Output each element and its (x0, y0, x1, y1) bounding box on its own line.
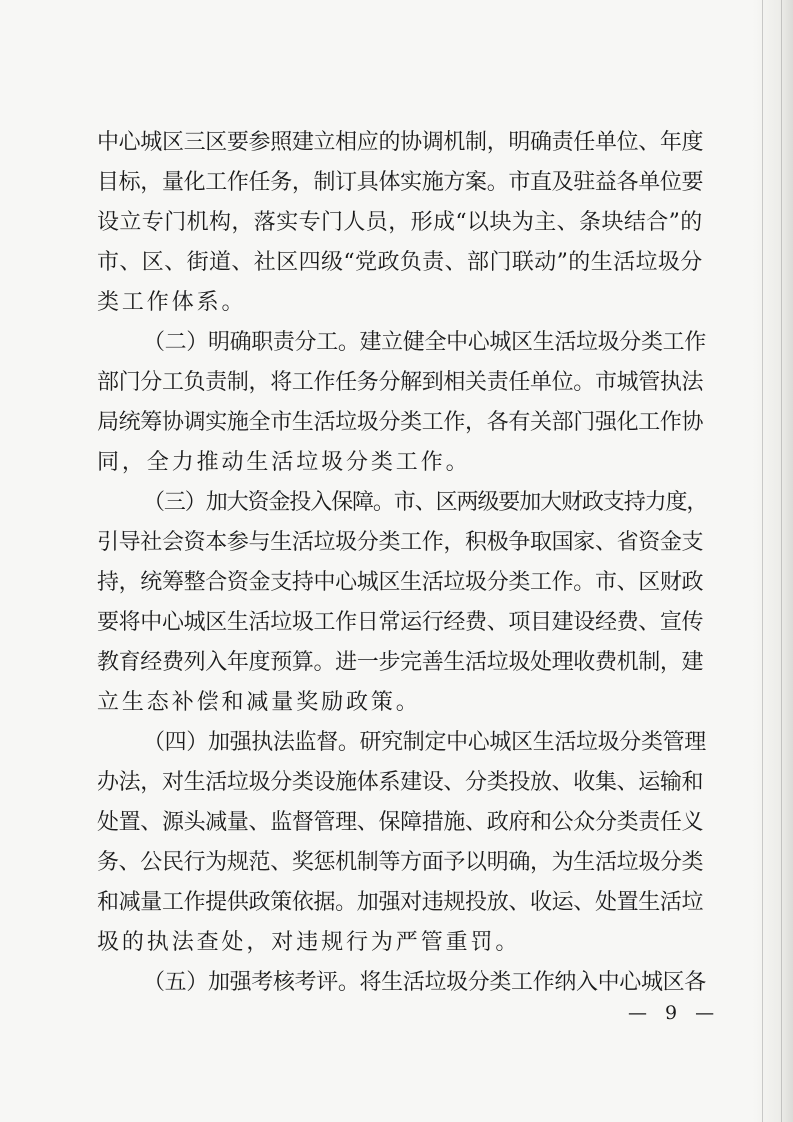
paragraph-1-line-3: 设立专门机构，落实专门人员，形成“以块为主、条块结合”的 (97, 210, 703, 235)
paragraph-3-line-6: 立生态补偿和减量奖励政策。 (97, 690, 421, 715)
scan-artifact-line (781, 0, 782, 1122)
paragraph-4-line-3: 处置、源头减量、监督管理、保障措施、政府和公众分类责任义 (97, 810, 704, 835)
paragraph-3-line-5: 教育经费列入年度预算。进一步完善生活垃圾处理收费机制，建 (97, 650, 704, 675)
paragraph-1-line-4: 市、区、街道、社区四级“党政负责、部门联动”的生活垃圾分 (97, 250, 703, 275)
paragraph-4-line-4: 务、公民行为规范、奖惩机制等方面予以明确，为生活垃圾分类 (97, 850, 704, 875)
paragraph-2-line-4: 同，全力推动生活垃圾分类工作。 (97, 450, 471, 475)
scan-shadow-edge (753, 0, 793, 1122)
paragraph-4-line-1: （四）加强执法监督。研究制定中心城区生活垃圾分类管理 (143, 730, 706, 755)
paragraph-3-line-2: 引导社会资本参与生活垃圾分类工作，积极争取国家、省资金支 (97, 530, 704, 555)
paragraph-2-line-1: （二）明确职责分工。建立健全中心城区生活垃圾分类工作 (143, 330, 706, 355)
paragraph-5-line-1: （五）加强考核考评。将生活垃圾分类工作纳入中心城区各 (143, 970, 706, 995)
paragraph-3-line-3: 持，统筹整合资金支持中心城区生活垃圾分类工作。市、区财政 (97, 570, 704, 595)
paragraph-2-line-3: 局统筹协调实施全市生活垃圾分类工作，各有关部门强化工作协 (97, 410, 704, 435)
scan-artifact-line (762, 0, 763, 1122)
paragraph-1-line-2: 目标，量化工作任务，制订具体实施方案。市直及驻益各单位要 (97, 170, 704, 195)
paragraph-1-line-1: 中心城区三区要参照建立相应的协调机制，明确责任单位、年度 (97, 130, 704, 155)
paragraph-4-line-5: 和减量工作提供政策依据。加强对违规投放、收运、处置生活垃 (97, 890, 704, 915)
paragraph-2-line-2: 部门分工负责制，将工作任务分解到相关责任单位。市城管执法 (97, 370, 704, 395)
paragraph-1-line-5: 类工作体系。 (97, 290, 247, 315)
paragraph-4-line-2: 办法，对生活垃圾分类设施体系建设、分类投放、收集、运输和 (97, 770, 704, 795)
paragraph-4-line-6: 圾的执法查处，对违规行为严管重罚。 (97, 930, 521, 955)
page-number: — 9 — (628, 1002, 721, 1024)
paragraph-3-line-1: （三）加大资金投入保障。市、区两级要加大财政支持力度， (143, 490, 708, 515)
paragraph-3-line-4: 要将中心城区生活垃圾工作日常运行经费、项目建设经费、宣传 (97, 610, 704, 635)
